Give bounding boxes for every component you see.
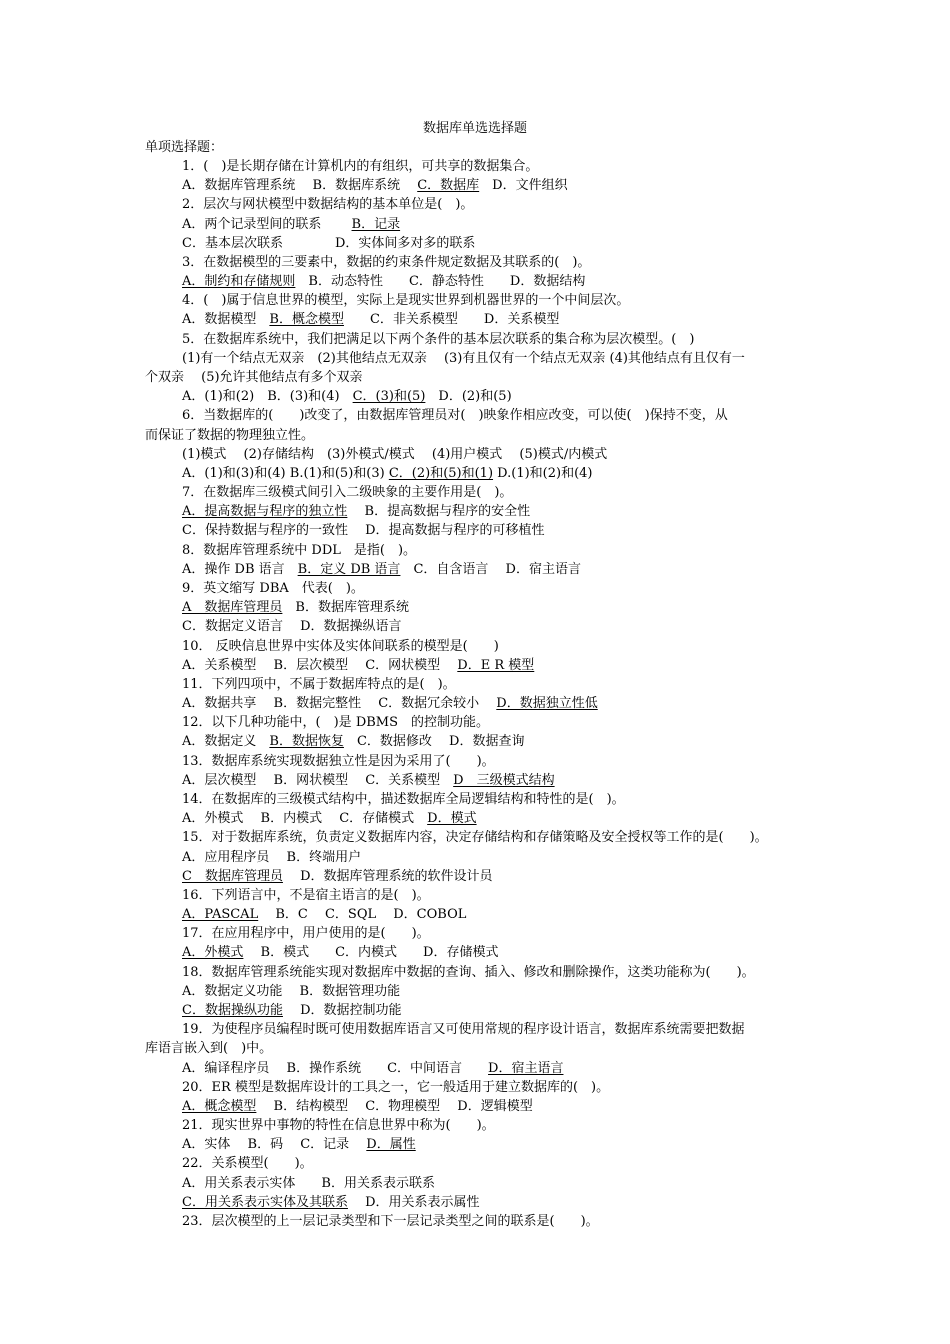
- question-line: [182, 617, 402, 636]
- question-line: [182, 272, 585, 291]
- line-text-rest: B．结构模型 C．物理模型 D．逻辑模型: [256, 1098, 533, 1114]
- question-line: [182, 1154, 313, 1173]
- question-line: [145, 1039, 272, 1058]
- line-text: 1．( )是长期存储在计算机内的有组织，可共享的数据集合。: [182, 159, 539, 174]
- line-text: 而保证了数据的物理独立性。: [145, 427, 315, 443]
- answer-marked: C．(3)和(5): [352, 389, 426, 405]
- answer-marked: A 数据库管理员: [182, 600, 283, 616]
- question-line: [182, 1135, 416, 1154]
- line-text-rest: D．数据库管理系统的软件设计员: [282, 868, 493, 884]
- question-line: [182, 579, 364, 598]
- line-text: 11．下列四项中，不属于数据库特点的是( )。: [182, 676, 456, 692]
- question-line: [182, 752, 495, 771]
- line-text: 18．数据库管理系统能实现对数据库中数据的查询、插入、修改和删除操作，这类功能称为( )。: [182, 964, 755, 980]
- question-line: [182, 675, 456, 694]
- question-line: [182, 637, 499, 656]
- question-line: [182, 445, 607, 464]
- question-line: [182, 694, 598, 713]
- line-text: A．外模式 B．内模式 C．存储模式: [182, 811, 428, 827]
- question-line: [182, 713, 489, 732]
- line-text: 15．对于数据库系统，负责定义数据库内容，决定存储结构和存储策略及安全授权等工作的是( )。: [182, 830, 768, 846]
- line-text: 2．层次与网状模型中数据结构的基本单位是( )。: [182, 197, 474, 213]
- question-line: [182, 291, 629, 310]
- line-text: A．实体 B．码 C．记录: [182, 1137, 367, 1153]
- question-line: [182, 406, 728, 425]
- answer-marked: D．宿主语言: [488, 1060, 564, 1076]
- answer-marked: B．定义 DB 语言: [297, 561, 401, 577]
- answer-marked: B．记录: [351, 216, 401, 232]
- line-text: 8．数据库管理系统中 DDL 是指( )。: [182, 542, 417, 558]
- question-line: [182, 982, 400, 1001]
- answer-marked: B．概念模型: [269, 312, 344, 328]
- line-text: A．数据库管理系统 B．数据库系统: [182, 178, 418, 194]
- question-line: [182, 656, 534, 675]
- answer-marked: A．PASCAL: [182, 907, 259, 922]
- line-text: A．层次模型 B．网状模型 C．关系模型: [182, 772, 454, 788]
- line-text: A．数据定义功能 B．数据管理功能: [182, 983, 401, 999]
- line-text: 22．关系模型( )。: [182, 1156, 313, 1172]
- line-text: A．(1)和(2) B．(3)和(4): [182, 389, 353, 405]
- line-text: 17．在应用程序中，用户使用的是( )。: [182, 926, 430, 942]
- line-text-rest: B．C C．SQL D．COBOL: [258, 907, 467, 922]
- line-text: C．数据定义语言 D．数据操纵语言: [182, 619, 402, 635]
- question-line: [182, 963, 755, 982]
- question-line: [145, 426, 314, 445]
- answer-marked: B．数据恢复: [269, 734, 344, 750]
- question-line: [182, 598, 409, 617]
- section-heading: 单项选择题：: [145, 140, 224, 155]
- answer-marked: D．属性: [366, 1137, 416, 1153]
- question-line: [182, 215, 400, 234]
- document-title: 数据库单选选择题: [422, 121, 527, 136]
- answer-marked: C．(2)和(5)和(1): [388, 465, 494, 481]
- line-text-rest: C．数据修改 D．数据查询: [343, 734, 525, 750]
- line-text: (1)模式 (2)存储结构 (3)外模式/模式 (4)用户模式 (5)模式/内模式: [182, 446, 608, 462]
- line-text-rest: D．数据控制功能: [282, 1002, 402, 1018]
- answer-marked: D．模式: [427, 811, 477, 827]
- line-text: A．关系模型 B．层次模型 C．网状模型: [182, 657, 458, 673]
- question-line: [182, 1212, 599, 1231]
- line-text: A．(1)和(3)和(4) B.(1)和(5)和(3): [182, 465, 389, 481]
- line-text: C．基本层次联系 D．实体间多对多的联系: [182, 235, 476, 251]
- line-text: 9．英文缩写 DBA 代表( )。: [182, 581, 364, 596]
- line-text: A．编译程序员 B．操作系统 C．中间语言: [182, 1060, 489, 1076]
- answer-marked: A．概念模型: [182, 1098, 257, 1114]
- answer-marked: D．数据独立性低: [496, 696, 598, 711]
- line-text-rest: B．数据库管理系统: [282, 600, 409, 616]
- line-text: (1)有一个结点无双亲 (2)其他结点无双亲 (3)有且仅有一个结点无双亲 (4)其他结点有且仅有一: [182, 350, 745, 366]
- question-line: [182, 1020, 745, 1039]
- line-text-rest: C．非关系模型 D．关系模型: [343, 312, 560, 328]
- line-text: 20．ER 模型是数据库设计的工具之一，它一般适用于建立数据库的( )。: [182, 1079, 610, 1095]
- question-line: [182, 1174, 435, 1193]
- line-text-rest: C．自含语言 D．宿主语言: [400, 561, 581, 577]
- line-text: 6．当数据库的( )改变了，由数据库管理员对( )映象作相应改变，可以使( )保持不变，从: [182, 408, 728, 424]
- line-text: A．数据模型: [182, 312, 270, 328]
- answer-marked: C．数据库: [417, 178, 480, 194]
- question-line: [182, 330, 694, 349]
- question-line: [182, 867, 493, 886]
- answer-marked: D．E R 模型: [457, 657, 535, 673]
- question-line: [182, 349, 745, 368]
- line-text: 个双亲 (5)允许其他结点有多个双亲: [145, 370, 363, 385]
- question-line: [182, 195, 473, 214]
- answer-marked: A．制约和存储规则: [182, 274, 296, 290]
- question-line: [182, 1001, 402, 1020]
- question-line: [182, 828, 768, 847]
- question-line: [182, 886, 430, 905]
- question-line: [182, 541, 416, 560]
- question-line: [182, 253, 590, 272]
- question-line: [182, 809, 477, 828]
- line-text: 23．层次模型的上一层记录类型和下一层记录类型之间的联系是( )。: [182, 1213, 599, 1229]
- question-line: [182, 1078, 609, 1097]
- question-line: [182, 1116, 495, 1135]
- line-text: 3．在数据模型的三要素中，数据的约束条件规定数据及其联系的( )。: [182, 254, 591, 270]
- line-text: 4．( )属于信息世界的模型，实际上是现实世界到机器世界的一个中间层次。: [182, 293, 630, 309]
- question-line: [182, 732, 524, 751]
- line-text-rest: B．模式 C．内模式 D．存储模式: [243, 945, 499, 961]
- question-line: [182, 176, 568, 195]
- line-text-rest: D．用关系表示属性: [347, 1194, 480, 1210]
- line-text: A．用关系表示实体 B．用关系表示联系: [182, 1175, 435, 1191]
- answer-marked: C 数据库管理员: [182, 868, 283, 884]
- question-line: [182, 1193, 480, 1212]
- answer-marked: A．外模式: [182, 945, 244, 961]
- line-text: 12．以下几种功能中，( )是 DBMS 的控制功能。: [182, 715, 490, 731]
- line-text: C．保持数据与程序的一致性 D．提高数据与程序的可移植性: [182, 523, 545, 539]
- answer-marked: A．提高数据与程序的独立性: [182, 504, 348, 520]
- line-text-rest: B．动态特性 C．静态特性 D．数据结构: [295, 274, 586, 290]
- question-line: [182, 905, 466, 924]
- question-line: [182, 157, 538, 176]
- line-text: 5．在数据库系统中，我们把满足以下两个条件的基本层次联系的集合称为层次模型。( ): [182, 331, 695, 347]
- question-line: [182, 943, 498, 962]
- line-text-rest: D．(2)和(5): [425, 389, 512, 405]
- question-line: [182, 521, 545, 540]
- line-text-rest: D．文件组织: [479, 178, 568, 194]
- line-text-rest: D.(1)和(2)和(4): [493, 465, 593, 481]
- line-text: 10． 反映信息世界中实体及实体间联系的模型是( ): [182, 638, 499, 654]
- line-text-rest: B．提高数据与程序的安全性: [347, 504, 531, 520]
- question-line: [182, 560, 581, 579]
- question-line: [182, 234, 475, 253]
- question-line: [182, 924, 430, 943]
- question-line: [145, 368, 363, 387]
- answer-marked: C．用关系表示实体及其联系: [182, 1194, 348, 1210]
- line-text: A．数据定义: [182, 734, 270, 750]
- question-line: [182, 310, 559, 329]
- line-text: 19．为使程序员编程时既可使用数据库语言又可使用常规的程序设计语言，数据库系统需要把数据: [182, 1022, 745, 1038]
- question-line: [182, 483, 512, 502]
- line-text: A．两个记录型间的联系: [182, 216, 352, 232]
- line-text: 库语言嵌入到( )中。: [145, 1041, 273, 1057]
- line-text: A．数据共享 B．数据完整性 C．数据冗余较小: [182, 696, 497, 711]
- question-line: [182, 1059, 563, 1078]
- answer-marked: D 三级模式结构: [453, 772, 555, 788]
- line-text: 21．现实世界中事物的特性在信息世界中称为( )。: [182, 1118, 495, 1133]
- question-line: [182, 464, 593, 483]
- question-line: [182, 502, 530, 521]
- question-line: [182, 790, 625, 809]
- question-line: [182, 771, 555, 790]
- line-text: 14．在数据库的三级模式结构中，描述数据库全局逻辑结构和特性的是( )。: [182, 791, 625, 807]
- question-line: [182, 387, 512, 406]
- question-line: [182, 848, 361, 867]
- line-text: 16．下列语言中，不是宿主语言的是( )。: [182, 887, 430, 903]
- line-text: A．应用程序员 B．终端用户: [182, 849, 362, 865]
- line-text: 7．在数据库三级模式间引入二级映象的主要作用是( )。: [182, 485, 513, 501]
- line-text: A．操作 DB 语言: [182, 561, 298, 577]
- answer-marked: C．数据操纵功能: [182, 1002, 283, 1018]
- question-line: [182, 1097, 533, 1116]
- line-text: 13．数据库系统实现数据独立性是因为采用了( )。: [182, 753, 495, 769]
